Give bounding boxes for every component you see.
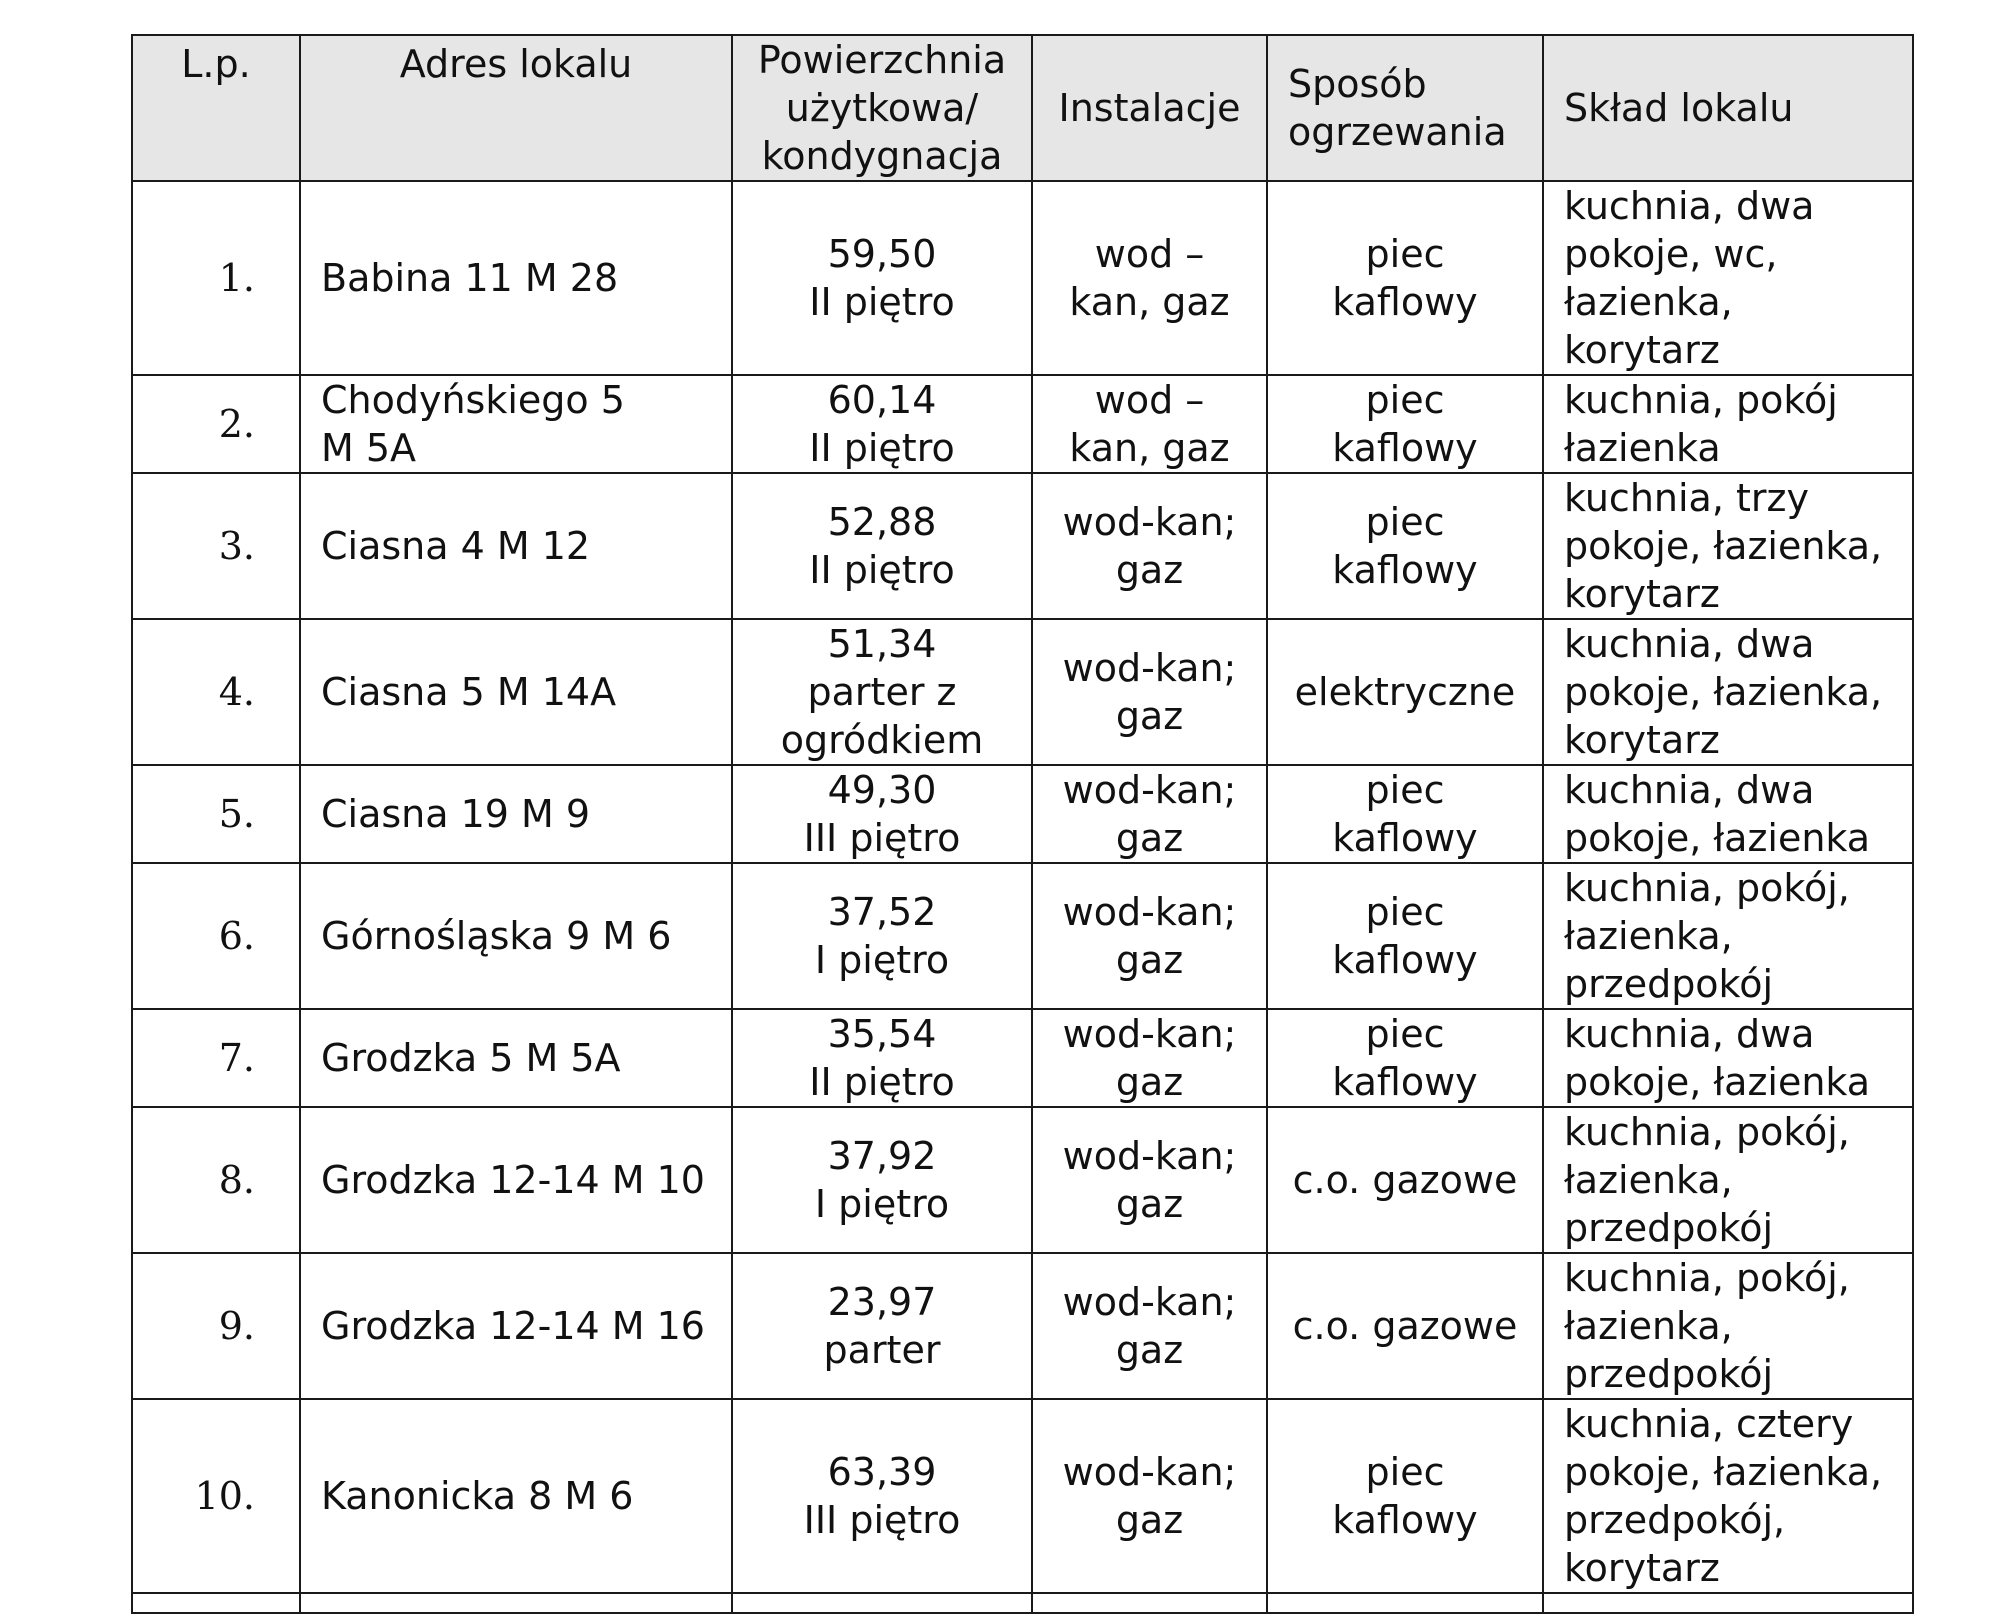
cell-rooms (1543, 1009, 1913, 1107)
table-row (132, 863, 1913, 1009)
cell-heating-line: elektryczne (1294, 670, 1516, 714)
cell-rooms-line: łazienka, (1564, 1304, 1733, 1348)
cell-installations-line: gaz (1115, 1182, 1184, 1226)
cell-rooms-line: korytarz (1564, 1546, 1720, 1590)
cell-area-line: ogródkiem (780, 718, 984, 762)
cell-installations-line: gaz (1115, 938, 1184, 982)
cell-heating-line: kaflowy (1332, 1060, 1478, 1104)
cell-rooms-line: łazienka, (1564, 1158, 1733, 1202)
cell-installations-line: wod-kan; (1062, 500, 1237, 544)
cell-rooms (1543, 863, 1913, 1009)
cell-area-line: 51,34 (827, 622, 937, 666)
cell-rooms-line: łazienka, (1564, 914, 1733, 958)
cell-area-line: III piętro (803, 816, 961, 860)
cell-heating-line: c.o. gazowe (1292, 1158, 1518, 1202)
cell-rooms-line: pokoje, łazienka, (1564, 524, 1883, 568)
cell-heating (1267, 765, 1543, 863)
cell-rooms (1543, 619, 1913, 765)
cell-address (300, 1253, 732, 1399)
cell-address (300, 1009, 732, 1107)
cell-installations-line: wod-kan; (1062, 768, 1237, 812)
cell-address-line: Grodzka 12-14 M 10 (321, 1158, 705, 1202)
cell-area (732, 473, 1032, 619)
cell-installations (1032, 375, 1267, 473)
cell-installations-line: kan, gaz (1069, 426, 1230, 470)
cell-area (732, 1009, 1032, 1107)
apartments-table (131, 34, 1914, 1614)
cell-area (732, 1107, 1032, 1253)
cell-address-line: Kanonicka 8 M 6 (321, 1474, 634, 1518)
table-row (132, 473, 1913, 619)
cell-installations-line: wod-kan; (1062, 1012, 1237, 1056)
cell-address (300, 863, 732, 1009)
cell-address (300, 1107, 732, 1253)
cell-area-line: II piętro (809, 280, 955, 324)
cell-rooms-line: kuchnia, pokój, (1564, 866, 1850, 910)
header-area-line: użytkowa/ (785, 86, 979, 130)
cell-address (300, 181, 732, 375)
table-header-row (132, 35, 1913, 181)
header-lp-line: L.p. (181, 42, 251, 86)
cell-lp: 8. (132, 1107, 300, 1253)
cell-rooms-line: kuchnia, dwa (1564, 622, 1815, 666)
table-row (132, 181, 1913, 375)
table-row (132, 765, 1913, 863)
cell-rooms-line: kuchnia, pokój (1564, 378, 1838, 422)
cell-installations (1032, 181, 1267, 375)
header-area-line: Powierzchnia (757, 38, 1007, 82)
cell-lp: 1. (132, 181, 300, 375)
cell-area-line: 63,39 (827, 1450, 937, 1494)
cell-lp: 9. (132, 1253, 300, 1399)
cell-area (732, 619, 1032, 765)
cell-area-line: I piętro (814, 938, 950, 982)
cell-rooms (1543, 1253, 1913, 1399)
cell-installations-line: gaz (1115, 548, 1184, 592)
cell-heating-line: piec (1365, 768, 1445, 812)
cell-rooms-line: pokoje, łazienka, (1564, 670, 1883, 714)
header-heating-line: Sposób (1288, 62, 1427, 106)
header-area-line: kondygnacja (761, 134, 1003, 178)
cell-rooms-line: przedpokój (1564, 962, 1774, 1006)
header-rooms (1543, 35, 1913, 181)
cell-heating (1267, 1107, 1543, 1253)
cell-rooms-line: pokoje, łazienka (1564, 816, 1871, 860)
cell-heating (1267, 1253, 1543, 1399)
cell-heating-line: kaflowy (1332, 426, 1478, 470)
table-body (132, 181, 1913, 1613)
header-address (300, 35, 732, 181)
cell-rooms (1543, 181, 1913, 375)
cell-area-line: parter (823, 1328, 941, 1372)
cell-address-line: M 5A (321, 426, 417, 470)
cell-rooms (1543, 1107, 1913, 1253)
table-row (132, 1253, 1913, 1399)
cell-address (300, 619, 732, 765)
cell-area-line: parter z (807, 670, 957, 714)
cell-installations (1032, 863, 1267, 1009)
cell-lp: 3. (132, 473, 300, 619)
cell-installations (1032, 1399, 1267, 1593)
cell-address (300, 473, 732, 619)
cell-rooms-line: kuchnia, cztery (1564, 1402, 1854, 1446)
table-row (132, 619, 1913, 765)
table-row (132, 1399, 1913, 1593)
cell-area (732, 1253, 1032, 1399)
cell-installations-line: kan, gaz (1069, 280, 1230, 324)
cell-heating-line: piec (1365, 500, 1445, 544)
cell-rooms-line: pokoje, łazienka (1564, 1060, 1871, 1104)
cell-lp: 10. (132, 1399, 300, 1593)
cell-rooms (1543, 473, 1913, 619)
cell-rooms-line: przedpokój (1564, 1352, 1774, 1396)
cell-heating-line: piec (1365, 232, 1445, 276)
cell-installations (1032, 1009, 1267, 1107)
cell-heating-line: kaflowy (1332, 280, 1478, 324)
cell-installations-line: wod-kan; (1062, 1280, 1237, 1324)
cell-area-line: II piętro (809, 548, 955, 592)
table-row (132, 1107, 1913, 1253)
cell-heating (1267, 863, 1543, 1009)
cell-installations-line: wod – (1094, 232, 1205, 276)
cell-heating (1267, 375, 1543, 473)
table-row (132, 1009, 1913, 1107)
cell-area-line: 49,30 (827, 768, 937, 812)
cell-area-line: 37,52 (827, 890, 937, 934)
cell-rooms-line: kuchnia, pokój, (1564, 1110, 1850, 1154)
cell-installations-line: gaz (1115, 694, 1184, 738)
cell-area-line: 23,97 (827, 1280, 937, 1324)
cell-lp: 5. (132, 765, 300, 863)
cell-installations-line: wod-kan; (1062, 1134, 1237, 1178)
cell-rooms-line: kuchnia, dwa (1564, 184, 1815, 228)
cell-rooms-line: kuchnia, dwa (1564, 1012, 1815, 1056)
cell-rooms-empty (1543, 1593, 1913, 1613)
cell-area-line: 35,54 (827, 1012, 937, 1056)
cell-heating-line: kaflowy (1332, 548, 1478, 592)
cell-heating-empty (1267, 1593, 1543, 1613)
cell-heating (1267, 619, 1543, 765)
cell-area (732, 1399, 1032, 1593)
cell-rooms-line: kuchnia, pokój, (1564, 1256, 1850, 1300)
cell-lp: 4. (132, 619, 300, 765)
cell-address-line: Ciasna 4 M 12 (321, 524, 591, 568)
cell-address-empty (300, 1593, 732, 1613)
cell-area-line: II piętro (809, 1060, 955, 1104)
cell-address-line: Grodzka 12-14 M 16 (321, 1304, 705, 1348)
cell-rooms-line: przedpokój, (1564, 1498, 1786, 1542)
cell-area-line: 60,14 (827, 378, 937, 422)
cell-rooms-line: korytarz (1564, 328, 1720, 372)
cell-area-line: III piętro (803, 1498, 961, 1542)
cell-heating-line: c.o. gazowe (1292, 1304, 1518, 1348)
cell-rooms (1543, 765, 1913, 863)
cell-heating-line: piec (1365, 1450, 1445, 1494)
cell-rooms (1543, 1399, 1913, 1593)
cell-area-line: I piętro (814, 1182, 950, 1226)
table-row-cutoff (132, 1593, 1913, 1613)
cell-installations (1032, 1253, 1267, 1399)
cell-area (732, 863, 1032, 1009)
header-rooms-line: Skład lokalu (1564, 86, 1794, 130)
cell-heating-line: piec (1365, 890, 1445, 934)
cell-address-line: Ciasna 19 M 9 (321, 792, 591, 836)
cell-area (732, 181, 1032, 375)
cell-heating (1267, 473, 1543, 619)
cell-rooms-line: pokoje, wc, (1564, 232, 1778, 276)
cell-rooms-line: łazienka, (1564, 280, 1733, 324)
header-area (732, 35, 1032, 181)
table-row (132, 375, 1913, 473)
cell-area-line: 59,50 (827, 232, 937, 276)
cell-installations-line: wod-kan; (1062, 646, 1237, 690)
cell-installations-line: wod-kan; (1062, 1450, 1237, 1494)
cell-address-line: Górnośląska 9 M 6 (321, 914, 672, 958)
cell-installations-empty (1032, 1593, 1267, 1613)
header-installations-line: Instalacje (1058, 86, 1241, 130)
cell-heating (1267, 1009, 1543, 1107)
cell-lp: 7. (132, 1009, 300, 1107)
cell-address (300, 765, 732, 863)
cell-address-line: Chodyńskiego 5 (321, 378, 625, 422)
cell-lp: 2. (132, 375, 300, 473)
cell-address-line: Babina 11 M 28 (321, 256, 619, 300)
cell-address (300, 1399, 732, 1593)
header-heating (1267, 35, 1543, 181)
cell-lp: 6. (132, 863, 300, 1009)
cell-installations-line: gaz (1115, 816, 1184, 860)
cell-installations-line: wod – (1094, 378, 1205, 422)
header-installations (1032, 35, 1267, 181)
cell-rooms-line: korytarz (1564, 718, 1720, 762)
cell-rooms-line: łazienka (1564, 426, 1721, 470)
cell-installations-line: gaz (1115, 1060, 1184, 1104)
cell-heating-line: kaflowy (1332, 816, 1478, 860)
cell-area-line: 37,92 (827, 1134, 937, 1178)
cell-installations (1032, 473, 1267, 619)
header-lp (132, 35, 300, 181)
cell-rooms (1543, 375, 1913, 473)
cell-area-empty (732, 1593, 1032, 1613)
cell-heating (1267, 181, 1543, 375)
cell-installations (1032, 765, 1267, 863)
cell-address-line: Grodzka 5 M 5A (321, 1036, 621, 1080)
cell-rooms-line: przedpokój (1564, 1206, 1774, 1250)
cell-installations (1032, 619, 1267, 765)
header-heating-line: ogrzewania (1288, 110, 1507, 154)
cell-rooms-line: korytarz (1564, 572, 1720, 616)
cell-heating-line: kaflowy (1332, 938, 1478, 982)
cell-rooms-line: kuchnia, trzy (1564, 476, 1809, 520)
cell-lp-empty (132, 1593, 300, 1613)
cell-address (300, 375, 732, 473)
cell-heating-line: piec (1365, 378, 1445, 422)
cell-address-line: Ciasna 5 M 14A (321, 670, 617, 714)
cell-area (732, 765, 1032, 863)
cell-installations (1032, 1107, 1267, 1253)
cell-installations-line: gaz (1115, 1328, 1184, 1372)
cell-area-line: 52,88 (827, 500, 937, 544)
cell-heating-line: kaflowy (1332, 1498, 1478, 1542)
cell-rooms-line: pokoje, łazienka, (1564, 1450, 1883, 1494)
cell-installations-line: wod-kan; (1062, 890, 1237, 934)
cell-installations-line: gaz (1115, 1498, 1184, 1542)
cell-area-line: II piętro (809, 426, 955, 470)
cell-heating-line: piec (1365, 1012, 1445, 1056)
cell-rooms-line: kuchnia, dwa (1564, 768, 1815, 812)
cell-heating (1267, 1399, 1543, 1593)
header-address-line: Adres lokalu (399, 42, 633, 86)
cell-area (732, 375, 1032, 473)
